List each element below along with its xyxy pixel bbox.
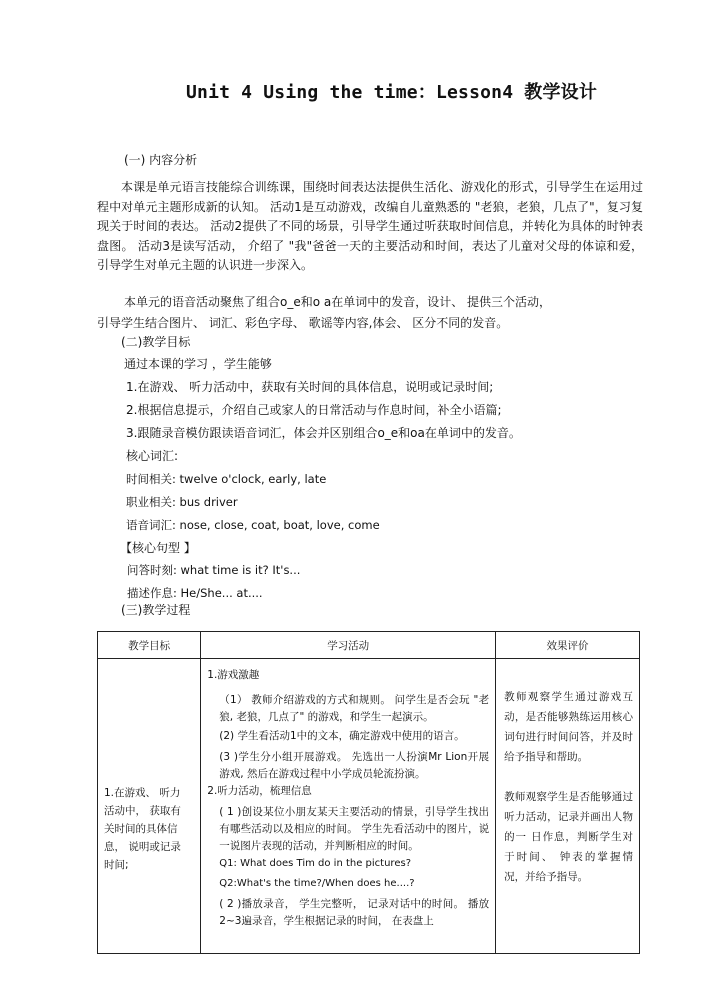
table-row [98,659,640,954]
goal-cell [98,659,201,954]
goal-item-1: 1.在游戏、 听力活动中，获取有关时间的具体信息，说明或记录时间; [126,380,494,394]
goal-item-2: 2.根据信息提示，介绍自己或家人的日常活动与作息时间，补全小语篇; [126,403,502,417]
goal-cell-line: 息， 说明或记录 [104,841,181,853]
activity-step-2: (2) 学生看活动1中的文本，确定游戏中使用的语言。 [219,730,465,742]
activity-step-4: ( 1 )创设某位小朋友某天主要活动的情景，引导学生找出有哪些活动以及相应的时间。 学生先看活动中的图片，说一说图片表现的活动，并判断相应的时间。 [219,806,490,852]
activity-cell [201,659,496,954]
goal-cell-line: 1.在游戏、 听力 [104,787,181,799]
goal-cell-line: 关时间的具体信 [104,823,178,835]
activity-heading-game: 1.游戏激趣 [207,669,260,681]
section-heading-content-analysis: (一) 内容分析 [124,153,198,167]
activity-step-5: ( 2 )播放录音， 学生完整听， 记录对话中的时间。 播放2~3遍录音，学生根据记录的时间， 在表盘上 [219,898,490,927]
table-header-row [98,632,640,659]
goal-cell-line: 活动中， 获取有 [104,805,181,817]
phonics-paragraph-line2: 引导学生结合图片、 词汇、彩色字母、 歌谣等内容,体会、 区分不同的发音。 [97,316,509,330]
core-pattern-heading: 【核心句型 】 [120,541,196,555]
header-activity: 学习活动 [201,632,496,659]
vocab-time: 时间相关: twelve o'clock, early, late [126,472,327,486]
pattern-routine: 描述作息: He/She... at.... [127,586,263,600]
activity-step-1: （1） 教师介绍游戏的方式和规则。 问学生是否会玩 "老狼, 老狼，几点了" 的游戏，和学生一起演示。 [219,694,490,723]
content-analysis-paragraph [97,178,643,276]
header-goal: 教学目标 [98,632,201,659]
goal-cell-line: 时间; [104,859,129,871]
activity-step-3: (3 )学生分小组开展游戏。 先选出一人扮演Mr Lion开展游戏, 然后在游戏过程中小学成员轮流扮演。 [219,751,490,780]
document-title: Unit 4 Using the time：Lesson4 教学设计 [186,82,598,103]
header-evaluation: 效果评价 [496,632,640,659]
vocab-job: 职业相关: bus driver [126,495,238,509]
phonics-paragraph-line1: 本单元的语音活动聚焦了组合o_e和o a在单词中的发音，设计、 提供三个活动， [124,295,552,309]
evaluation-2: 教师观察学生是否能够通过听力活动，记录并画出人物的一 日作息，判断学生对于时间、 钟表的掌握情况，并给予指导。 [504,791,633,883]
section-heading-teaching-goals: (二)教学目标 [121,335,191,349]
evaluation-cell [496,659,640,954]
core-vocab-heading: 核心词汇: [126,449,179,463]
vocab-phonics: 语音词汇: nose, close, coat, boat, love, come [126,518,380,532]
paragraph-text: 本课是单元语言技能综合训练课，围绕时间表达法提供生活化、游戏化的形式，引导学生在运用过程中对单元主题形成新的认知。 活动1是互动游戏，改编自儿童熟悉的 "老狼，老狼，几点了"，复习复现关于时间的表达。 活动2提供了不同的场景，引导学生通过听获取时间信息，并转化为具体的时钟表盘图。 活动3是读写活动， 介绍了 "我"爸爸一天的主要活动和时间，表达了儿童对父母的体谅和爱，引导学生对单元主题的认识进一步深入。 [97,180,643,272]
goals-intro: 通过本课的学习 ，学生能够 [124,357,272,371]
pattern-qa: 问答时刻: what time is it? It's... [127,563,301,577]
question-1: Q1: What does Tim do in the pictures? [219,858,411,869]
section-heading-teaching-process: (三)教学过程 [121,603,191,617]
goal-item-3: 3.跟随录音模仿跟读语音词汇，体会并区别组合o_e和oa在单词中的发音。 [126,426,521,440]
activity-heading-listening: 2.听力活动，梳理信息 [207,785,312,797]
question-2: Q2:What's the time?/When does he....? [219,878,415,889]
evaluation-1: 教师观察学生通过游戏互动，是否能够熟练运用核心 词句进行时间问答，并及时给予指导和帮助。 [504,691,633,763]
teaching-process-table [97,631,640,954]
